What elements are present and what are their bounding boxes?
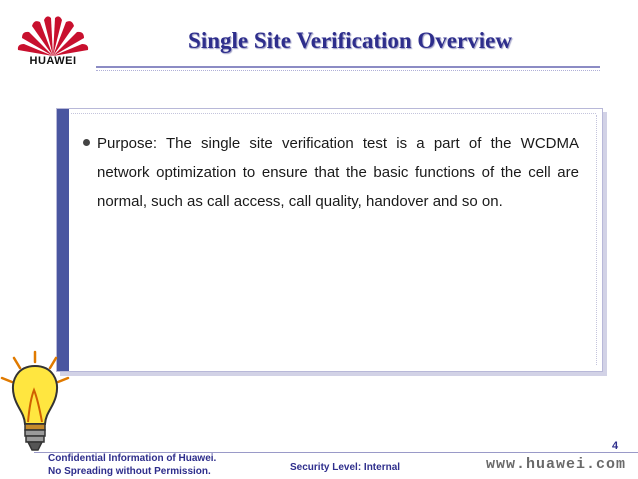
content-box-dotted-top: [71, 113, 596, 115]
lightbulb-icon: [0, 350, 70, 460]
confidential-line-1: Confidential Information of Huawei.: [48, 453, 217, 464]
bullet-item: [79, 129, 579, 216]
content-box-dotted-right: [596, 115, 598, 365]
confidential-line-2: No Spreading without Permission.: [48, 466, 211, 477]
title-divider: [96, 66, 600, 68]
bullet-dot-icon: [83, 139, 90, 146]
security-level: Security Level: Internal: [290, 462, 401, 473]
page-number: 4: [612, 440, 619, 452]
website-url[interactable]: www.huawei.com: [486, 456, 627, 473]
slide-title: Single Site Verification Overview: [188, 28, 512, 53]
huawei-logo-text: HUAWEI: [29, 55, 77, 67]
bullet-text: Purpose: The single site verification test is a part of the WCDMA network optimization to ensure that the basic functions of the cell are normal, such as call access, call quality, handover and so on.: [97, 135, 579, 210]
content-box: [56, 108, 603, 372]
content-box-accent-band: [57, 109, 69, 371]
title-divider-dots: [96, 70, 600, 72]
